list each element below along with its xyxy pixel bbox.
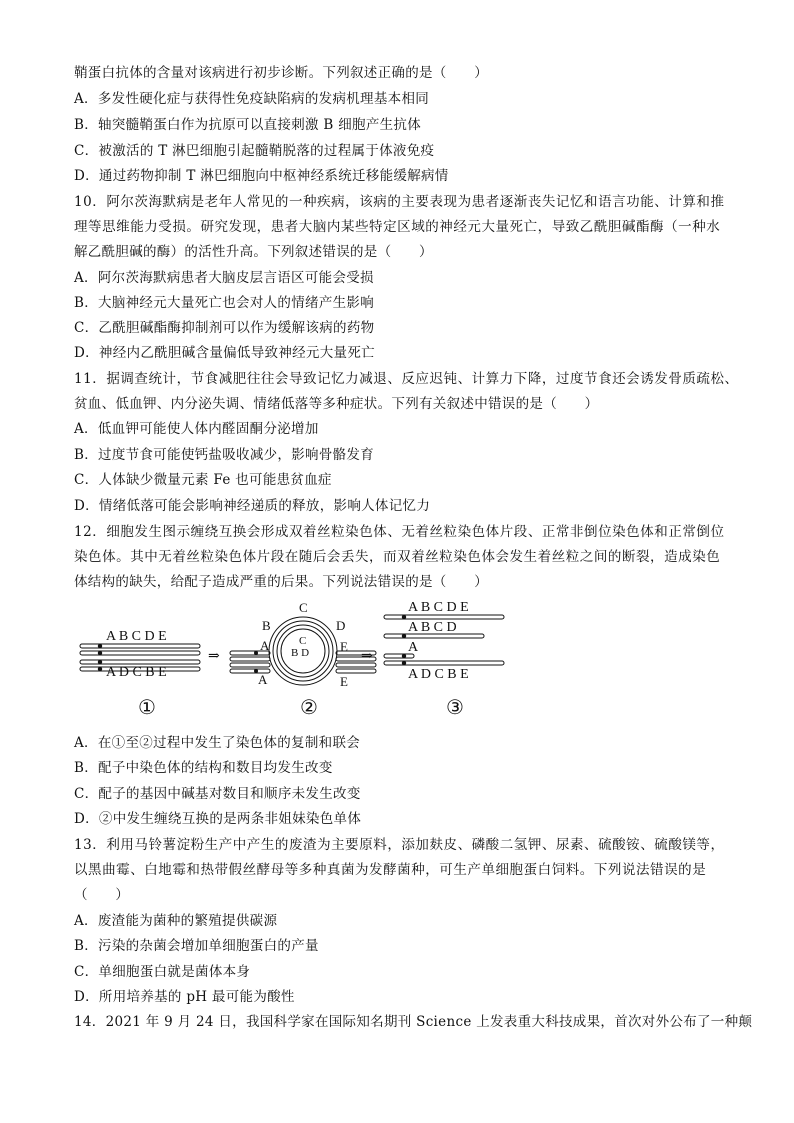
q11-stem-line1: 11．据调查统计，节食减肥往往会导致记忆力减退、反应迟钝、计算力下降，过度节食还会诱发骨质疏松、 xyxy=(74,371,739,387)
q9-option-a: A．多发性硬化症与获得性免疫缺陷病的发病机理基本相同 xyxy=(74,91,430,107)
q12-option-b: B．配子中染色体的结构和数目均发生改变 xyxy=(74,760,333,776)
panel2-gene-a-lower: A xyxy=(258,672,268,687)
q12-option-c: C．配子的基因中碱基对数目和顺序未发生改变 xyxy=(74,786,361,802)
q10-stem-line3: 解乙酰胆碱的酶）的活性升高。下列叙述错误的是（ ） xyxy=(74,244,433,260)
chromosome-figure xyxy=(78,596,518,726)
q13-stem-line1: 13．利用马铃薯淀粉生产中产生的废渣为主要原料，添加麸皮、磷酸二氢钾、尿素、硫酸铵、硫酸镁等， xyxy=(74,837,725,853)
q10-option-c: C．乙酰胆碱酯酶抑制剂可以作为缓解该病的药物 xyxy=(74,320,375,336)
arrow-1: ⇒ xyxy=(208,649,220,664)
q9-option-d: D．通过药物抑制 T 淋巴细胞向中枢神经系统迁移能缓解病情 xyxy=(74,168,449,184)
q9-stem-cont: 鞘蛋白抗体的含量对该病进行初步诊断。下列叙述正确的是（ ） xyxy=(74,65,488,81)
q12-stem-line1: 12．细胞发生图示缠绕互换会形成双着丝粒染色体、无着丝粒染色体片段、正常非倒位染色体和正常倒位 xyxy=(74,524,725,540)
q14-stem-line1: 14．2021 年 9 月 24 日，我国科学家在国际知名期刊 Science 上发表重大科技成果，首次对外公布了一种颠 xyxy=(74,1014,753,1030)
q10-option-d: D．神经内乙酰胆碱含量偏低导致神经元大量死亡 xyxy=(74,345,375,361)
panel1-label: ① xyxy=(138,697,156,719)
q13-option-d: D．所用培养基的 pH 最可能为酸性 xyxy=(74,989,295,1005)
q10-option-b: B．大脑神经元大量死亡也会对人的情绪产生影响 xyxy=(74,295,375,311)
q13-option-c: C．单细胞蛋白就是菌体本身 xyxy=(74,964,251,980)
q13-stem-line3: （ ） xyxy=(74,887,130,903)
panel1-bottom-genes: A D C B E xyxy=(106,665,167,680)
panel2-gene-e-upper: E xyxy=(340,639,348,654)
panel2-gene-c-outer: C xyxy=(299,600,308,615)
panel2-gene-c-inner: C xyxy=(299,635,307,647)
panel3-row1-genes: A B C D E xyxy=(408,600,469,615)
q12-stem-line3: 体结构的缺失，给配子造成严重的后果。下列说法错误的是（ ） xyxy=(74,574,488,590)
panel2-gene-d-outer: D xyxy=(336,618,346,633)
panel2-gene-b-outer: B xyxy=(262,618,271,633)
q11-option-a: A．低血钾可能使人体内醛固酮分泌增加 xyxy=(74,421,319,437)
panel3-row4-genes: A D C B E xyxy=(408,667,469,682)
q12-option-a: A．在①至②过程中发生了染色体的复制和联会 xyxy=(74,735,361,751)
panel-2 xyxy=(230,600,376,719)
q11-stem-line2: 贫血、低血钾、内分泌失调、情绪低落等多种症状。下列有关叙述中错误的是（ ） xyxy=(74,396,599,412)
panel-3 xyxy=(384,600,504,719)
q12-stem-line2: 染色体。其中无着丝粒染色体片段在随后会丢失，而双着丝粒染色体会发生着丝粒之间的断裂，造成染色 xyxy=(74,549,721,565)
q13-option-a: A．废渣能为菌种的繁殖提供碳源 xyxy=(74,913,278,929)
panel3-row2-genes: A B C D xyxy=(408,620,457,635)
panel2-label: ② xyxy=(300,697,318,719)
arrow-2: ⇒ xyxy=(361,649,373,664)
q10-option-a: A．阿尔茨海默病患者大脑皮层言语区可能会受损 xyxy=(74,270,374,286)
panel-1 xyxy=(80,629,200,719)
panel2-gene-a-upper: A xyxy=(260,638,270,653)
q12-option-d: D．②中发生缠绕互换的是两条非姐妹染色单体 xyxy=(74,811,362,827)
panel3-row3-genes: A xyxy=(408,640,419,655)
q13-option-b: B．污染的杂菌会增加单细胞蛋白的产量 xyxy=(74,938,319,954)
q10-stem-line2: 理等思维能力受损。研究发现，患者大脑内某些特定区域的神经元大量死亡，导致乙酰胆碱酯酶（一种水 xyxy=(74,219,721,235)
q9-option-b: B．轴突髓鞘蛋白作为抗原可以直接刺激 B 细胞产生抗体 xyxy=(74,117,422,133)
q11-option-d: D．情绪低落可能会影响神经递质的释放，影响人体记忆力 xyxy=(74,498,431,514)
panel2-gene-e-lower: E xyxy=(340,674,348,689)
panel2-gene-bd-inner: B D xyxy=(291,647,310,659)
q11-option-c: C．人体缺少微量元素 Fe 也可能患贫血症 xyxy=(74,472,332,488)
q11-option-b: B．过度节食可能使钙盐吸收减少，影响骨骼发育 xyxy=(74,447,375,463)
q13-stem-line2: 以黑曲霉、白地霉和热带假丝酵母等多种真菌为发酵菌种，可生产单细胞蛋白饲料。下列说法错误的是 xyxy=(74,862,707,878)
panel3-label: ③ xyxy=(446,697,464,719)
panel1-top-genes: A B C D E xyxy=(106,629,167,644)
q9-option-c: C．被激活的 T 淋巴细胞引起髓鞘脱落的过程属于体液免疫 xyxy=(74,143,435,159)
q10-stem-line1: 10．阿尔茨海默病是老年人常见的一种疾病，该病的主要表现为患者逐渐丧失记忆和语言功能、计算和推 xyxy=(74,194,725,210)
